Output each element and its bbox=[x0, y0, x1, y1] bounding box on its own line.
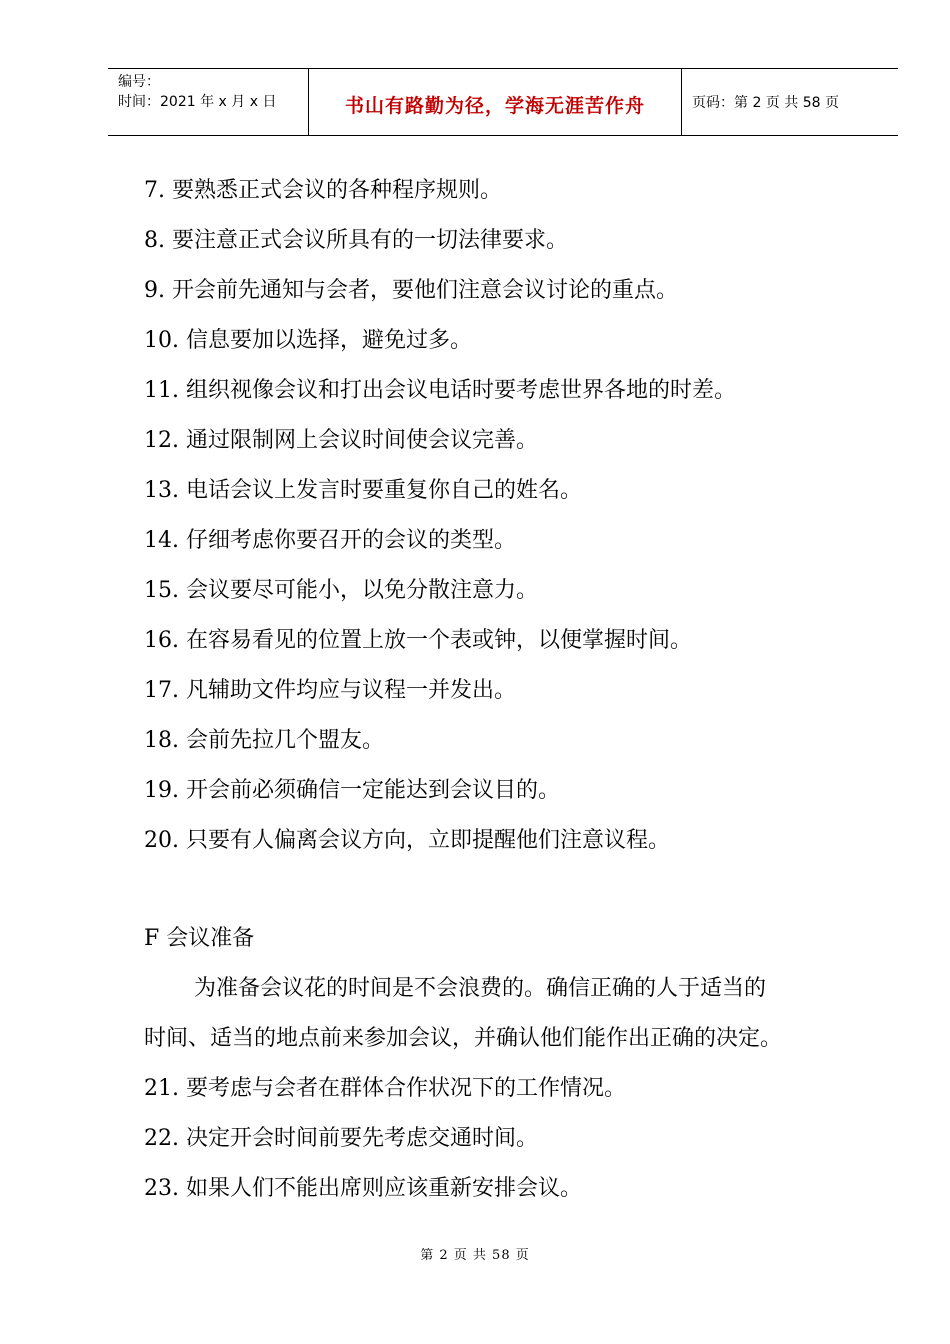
list-item: 7. 要熟悉正式会议的各种程序规则。 bbox=[144, 178, 502, 203]
list-item: 13. 电话会议上发言时要重复你自己的姓名。 bbox=[144, 478, 582, 503]
list-item: 23. 如果人们不能出席则应该重新安排会议。 bbox=[144, 1176, 582, 1201]
list-item: 19. 开会前必须确信一定能达到会议目的。 bbox=[144, 778, 560, 803]
header-motto-cell bbox=[309, 69, 682, 135]
list-item: 9. 开会前先通知与会者，要他们注意会议讨论的重点。 bbox=[144, 278, 678, 303]
document-number-label: 编号： bbox=[118, 74, 160, 90]
list-item: 17. 凡辅助文件均应与议程一并发出。 bbox=[144, 678, 516, 703]
list-item: 10. 信息要加以选择，避免过多。 bbox=[144, 328, 472, 353]
paragraph-line: 为准备会议花的时间是不会浪费的。确信正确的人于适当的 bbox=[194, 976, 767, 1001]
page-header bbox=[108, 68, 898, 136]
page-footer: 第 2 页 共 58 页 bbox=[420, 1248, 530, 1263]
list-item: 15. 会议要尽可能小，以免分散注意力。 bbox=[144, 578, 538, 603]
list-item: 11. 组织视像会议和打出会议电话时要考虑世界各地的时差。 bbox=[144, 378, 736, 403]
header-meta-cell bbox=[108, 69, 309, 135]
paragraph-line: 时间、适当的地点前来参加会议，并确认他们能作出正确的决定。 bbox=[144, 1026, 783, 1051]
list-item: 12. 通过限制网上会议时间使会议完善。 bbox=[144, 428, 538, 453]
list-item: 20. 只要有人偏离会议方向，立即提醒他们注意议程。 bbox=[144, 828, 670, 853]
list-item: 8. 要注意正式会议所具有的一切法律要求。 bbox=[144, 228, 568, 253]
list-item: 21. 要考虑与会者在群体合作状况下的工作情况。 bbox=[144, 1076, 626, 1101]
header-page-cell bbox=[682, 69, 898, 135]
list-item: 14. 仔细考虑你要召开的会议的类型。 bbox=[144, 528, 516, 553]
motto-text: 书山有路勤为径，学海无涯苦作舟 bbox=[344, 95, 645, 117]
list-item: 22. 决定开会时间前要先考虑交通时间。 bbox=[144, 1126, 538, 1151]
list-item: 18. 会前先拉几个盟友。 bbox=[144, 728, 384, 753]
document-time-label: 时间：2021 年 x 月 x 日 bbox=[118, 94, 277, 110]
list-item: 16. 在容易看见的位置上放一个表或钟，以便掌握时间。 bbox=[144, 628, 692, 653]
header-page-info: 页码：第 2 页 共 58 页 bbox=[692, 95, 839, 111]
section-title: F 会议准备 bbox=[144, 926, 255, 951]
